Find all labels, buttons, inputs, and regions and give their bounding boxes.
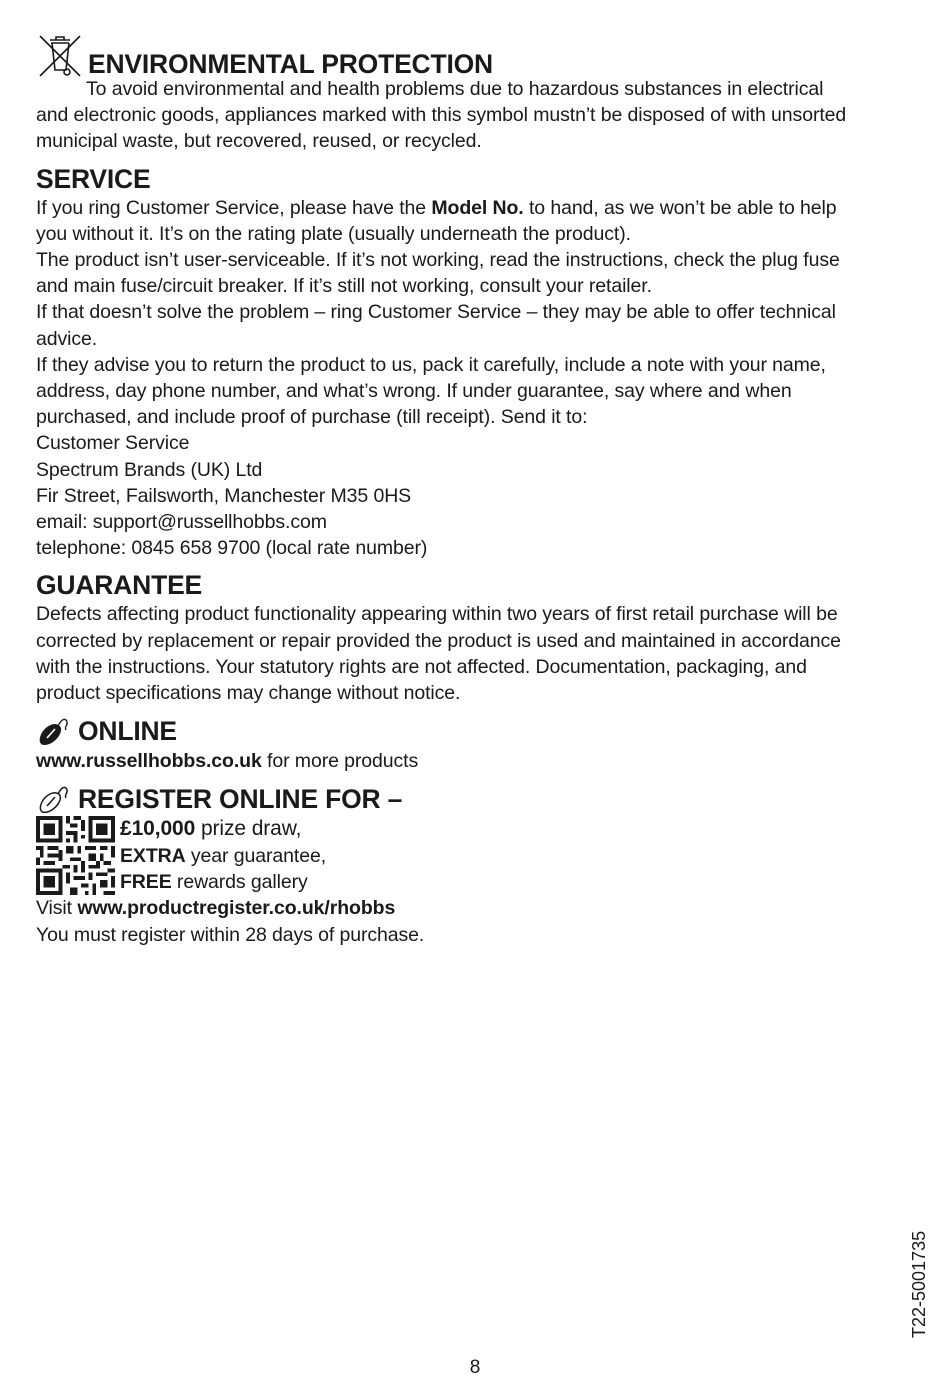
- benefit-emphasis: FREE: [120, 870, 172, 893]
- service-title: SERVICE: [36, 163, 151, 194]
- service-text-line: advice.: [36, 327, 98, 350]
- benefit-text: rewards gallery: [171, 870, 308, 893]
- service-text-line: purchased, and include proof of purchase (till receipt). Send it to:: [36, 406, 588, 429]
- online-text: for more products: [261, 750, 419, 773]
- benefit-emphasis: EXTRA: [120, 844, 186, 867]
- service-text-line: The product isn’t user-serviceable. If it’s not working, read the instructions, check the plug fuse: [36, 249, 840, 272]
- service-text-line: address, day phone number, and what’s wrong. If under guarantee, say where and when: [36, 380, 792, 403]
- environmental-section: [36, 30, 916, 155]
- qr-code-icon[interactable]: [36, 816, 115, 895]
- register-benefits: [120, 816, 326, 895]
- service-text: to hand, as we won’t be able to help: [523, 196, 837, 219]
- document-code-container: [908, 1228, 934, 1338]
- service-text-line: If that doesn’t solve the problem – ring Customer Service – they may be able to offer technical: [36, 301, 836, 324]
- guarantee-title: GUARANTEE: [36, 570, 203, 601]
- register-qr-block: [36, 816, 916, 895]
- guarantee-text-line: corrected by replacement or repair provided the product is used and maintained in accordance: [36, 629, 841, 652]
- guarantee-text-line: product specifications may change without notice.: [36, 682, 461, 705]
- online-text-line: [36, 748, 916, 774]
- register-heading-row: [36, 782, 916, 816]
- environmental-title: ENVIRONMENTAL PROTECTION: [88, 49, 493, 79]
- online-section: [36, 714, 916, 774]
- environmental-text-line: To avoid environmental and health problems due to hazardous substances in electrical: [86, 78, 824, 100]
- environmental-text-line: and electronic goods, appliances marked with this symbol mustn’t be disposed of with unsorted: [36, 104, 847, 127]
- service-text-line: and main fuse/circuit breaker. If it’s still not working, consult your retailer.: [36, 275, 652, 298]
- email-line: email: support@russellhobbs.com: [36, 511, 327, 534]
- online-title: ONLINE: [78, 716, 177, 747]
- online-heading-row: [36, 714, 916, 748]
- crossed-out-wheelie-bin-icon: [36, 30, 84, 80]
- register-deadline: You must register within 28 days of purchase.: [36, 923, 425, 946]
- visit-line: [36, 895, 916, 921]
- benefit-text: prize draw,: [195, 817, 302, 841]
- service-section: [36, 163, 916, 562]
- document-page: [36, 30, 916, 948]
- address-line: Customer Service: [36, 432, 190, 455]
- service-text-line: [36, 195, 916, 221]
- benefit-text: year guarantee,: [185, 844, 327, 867]
- website-link[interactable]: www.russellhobbs.co.uk: [36, 750, 262, 773]
- page-number: 8: [469, 1357, 481, 1378]
- document-code: T22-5001735: [909, 1230, 929, 1338]
- address-line: Fir Street, Failsworth, Manchester M35 0HS: [36, 484, 412, 507]
- guarantee-section: [36, 569, 916, 706]
- service-text-line: If they advise you to return the product to us, pack it carefully, include a note with your name,: [36, 353, 826, 376]
- address-line: Spectrum Brands (UK) Ltd: [36, 458, 263, 481]
- service-text-line: you without it. It’s on the rating plate (usually underneath the product).: [36, 222, 631, 245]
- guarantee-text-line: Defects affecting product functionality appearing within two years of first retail purchase will be: [36, 603, 838, 626]
- computer-mouse-icon: [36, 782, 74, 816]
- computer-mouse-icon: [36, 714, 74, 748]
- environmental-heading-row: [36, 30, 916, 80]
- guarantee-text-line: with the instructions. Your statutory rights are not affected. Documentation, packaging, and: [36, 655, 807, 678]
- register-title: REGISTER ONLINE FOR –: [78, 784, 403, 815]
- benefit-line: [120, 816, 326, 842]
- model-number-label: Model No.: [431, 196, 524, 219]
- register-section: [36, 782, 916, 947]
- visit-text: Visit: [36, 897, 78, 920]
- benefit-line: [120, 843, 326, 869]
- service-text: If you ring Customer Service, please have the: [36, 196, 432, 219]
- telephone-line: telephone: 0845 658 9700 (local rate number): [36, 537, 428, 560]
- prize-amount: £10,000: [120, 817, 196, 841]
- benefit-line: [120, 869, 326, 895]
- register-link[interactable]: www.productregister.co.uk/rhobbs: [77, 897, 396, 920]
- environmental-text-line: municipal waste, but recovered, reused, or recycled.: [36, 130, 482, 153]
